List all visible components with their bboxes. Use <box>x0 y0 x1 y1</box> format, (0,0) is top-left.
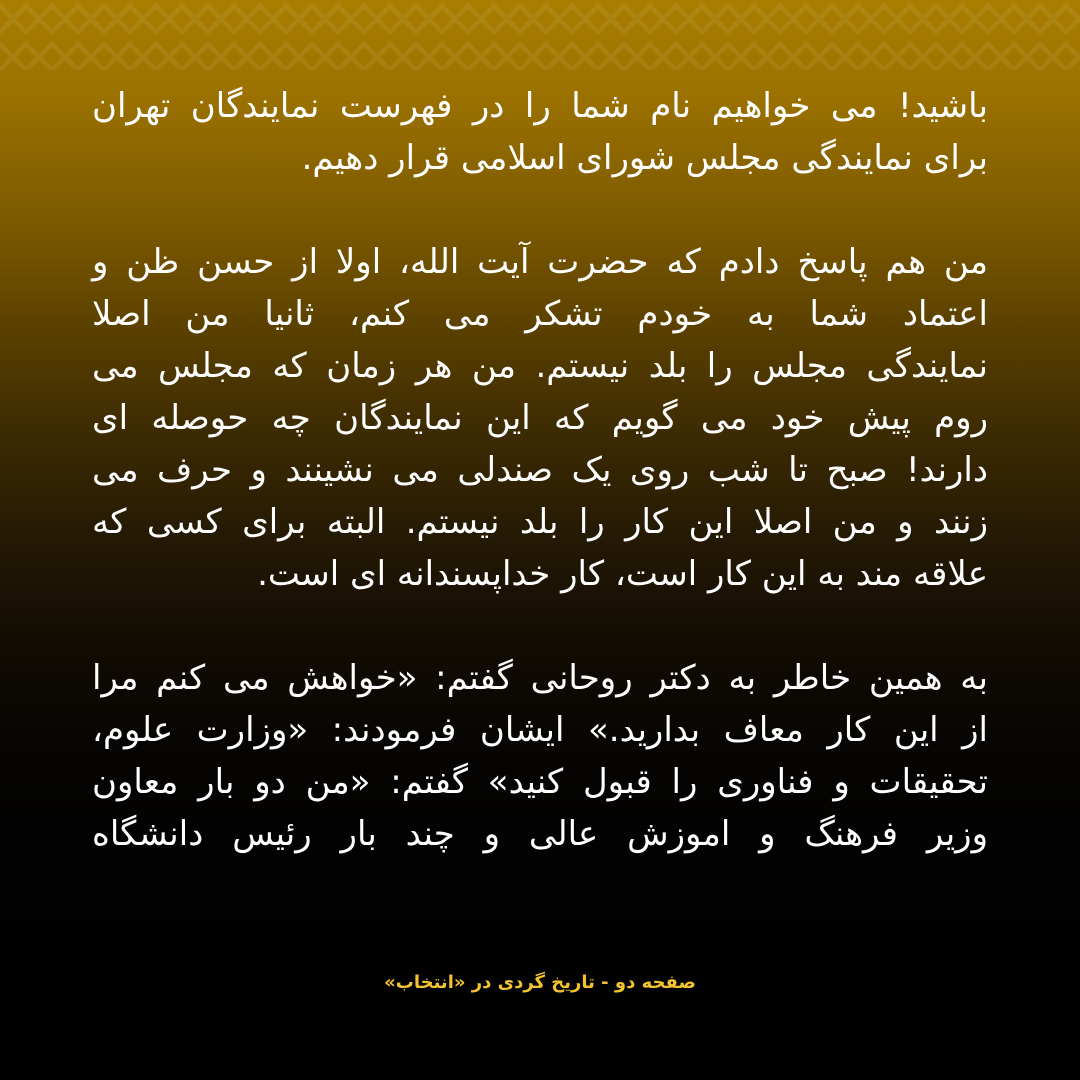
paragraph-line: نمایندگی مجلس را بلد نیستم. من هر زمان که مجلس می <box>92 346 988 386</box>
paragraph-line: من هم پاسخ دادم که حضرت آیت الله، اولا از حسن ظن و <box>92 242 988 282</box>
paragraph-3 <box>92 652 988 860</box>
paragraph-line: اعتماد شما به خودم تشکر می کنم، ثانیا من اصلا <box>92 294 988 334</box>
background-x-pattern <box>0 0 1080 70</box>
paragraph-line: از این کار معاف بدارید.» ایشان فرمودند: «وزارت علوم، <box>92 710 988 750</box>
article-body <box>92 80 988 912</box>
paragraph-line: به همین خاطر به دکتر روحانی گفتم: «خواهش می کنم مرا <box>92 658 988 698</box>
paragraph-line: زنند و من اصلا این کار را بلد نیستم. البته برای کسی که <box>92 502 988 542</box>
paragraph-line: باشید! می خواهیم نام شما را در فهرست نمایندگان تهران <box>92 86 988 126</box>
paragraph-2 <box>92 236 988 600</box>
paragraph-line: وزیر فرهنگ و اموزش عالی و چند بار رئیس دانشگاه <box>92 814 988 854</box>
paragraph-1 <box>92 80 988 184</box>
paragraph-line: برای نمایندگی مجلس شورای اسلامی قرار دهیم. <box>301 138 988 178</box>
paragraph-line: روم پیش خود می گویم که این نمایندگان چه حوصله ای <box>92 398 988 438</box>
paragraph-line: تحقیقات و فناوری را قبول کنید» گفتم: «من دو بار معاون <box>92 762 988 802</box>
paragraph-line: علاقه مند به این کار است، کار خداپسندانه ای است. <box>257 554 988 594</box>
page-caption: صفحه دو - تاریخ گردی در «انتخاب» <box>384 972 696 993</box>
paragraph-line: دارند! صبح تا شب روی یک صندلی می نشینند و حرف می <box>92 450 988 490</box>
